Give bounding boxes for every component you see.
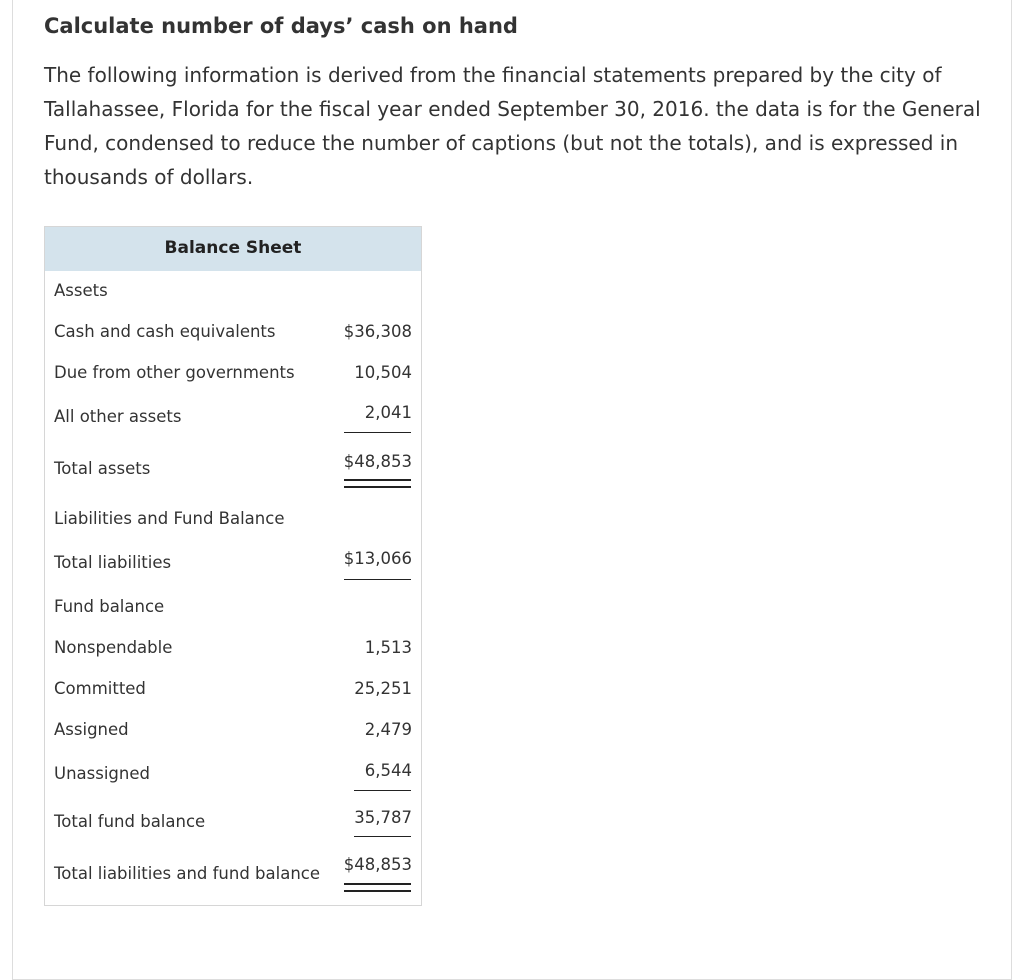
fund-subtotal-rule bbox=[354, 790, 411, 791]
due-from-governments-value: 10,504 bbox=[354, 363, 412, 382]
double-rule-bottom bbox=[344, 486, 411, 488]
balance-sheet-title bbox=[45, 238, 421, 258]
fund-total-rule bbox=[354, 836, 411, 837]
total-liabilities-fund-balance-label: Total liabilities and fund balance bbox=[54, 864, 321, 883]
page-title: Calculate number of days’ cash on hand bbox=[44, 14, 518, 38]
unassigned-label: Unassigned bbox=[54, 764, 150, 783]
other-assets-value: 2,041 bbox=[364, 403, 412, 422]
total-fund-balance-label: Total fund balance bbox=[54, 812, 206, 831]
final-double-rule-top bbox=[344, 883, 411, 885]
total-liabilities-value: $13,066 bbox=[343, 549, 412, 568]
committed-label: Committed bbox=[54, 679, 146, 698]
nonspendable-label: Nonspendable bbox=[54, 638, 173, 657]
due-from-governments-label: Due from other governments bbox=[54, 363, 295, 382]
subtotal-rule bbox=[344, 432, 411, 433]
assigned-label: Assigned bbox=[54, 720, 129, 739]
assigned-value: 2,479 bbox=[364, 720, 412, 739]
liabilities-fund-balance-heading: Liabilities and Fund Balance bbox=[54, 509, 285, 528]
cash-value: $36,308 bbox=[343, 322, 412, 341]
total-liabilities-fund-balance-value: $48,853 bbox=[343, 855, 412, 874]
intro-paragraph: The following information is derived from the financial statements prepared by the city of Tallahassee, Florida for the fiscal year ended September 30, 2016. the data is for the General Fund, condensed to reduce the number of captions (but not the totals), and is expressed in thousands of dollars. bbox=[44, 63, 981, 189]
cash-label: Cash and cash equivalents bbox=[54, 322, 276, 341]
assets-heading: Assets bbox=[54, 281, 108, 300]
balance-sheet-header bbox=[45, 227, 421, 271]
balance-sheet-title-text: Balance Sheet bbox=[164, 238, 302, 258]
total-assets-label: Total assets bbox=[54, 459, 151, 478]
nonspendable-value: 1,513 bbox=[364, 638, 412, 657]
total-fund-balance-value: 35,787 bbox=[354, 808, 412, 827]
final-double-rule-bottom bbox=[344, 890, 411, 892]
committed-value: 25,251 bbox=[354, 679, 412, 698]
fund-balance-heading: Fund balance bbox=[54, 597, 165, 616]
double-rule-top bbox=[344, 479, 411, 481]
other-assets-label: All other assets bbox=[54, 407, 182, 426]
liabilities-rule bbox=[344, 579, 411, 580]
total-liabilities-label: Total liabilities bbox=[54, 553, 172, 572]
balance-sheet-table bbox=[44, 226, 422, 906]
total-assets-value: $48,853 bbox=[343, 452, 412, 471]
unassigned-value: 6,544 bbox=[364, 761, 412, 780]
